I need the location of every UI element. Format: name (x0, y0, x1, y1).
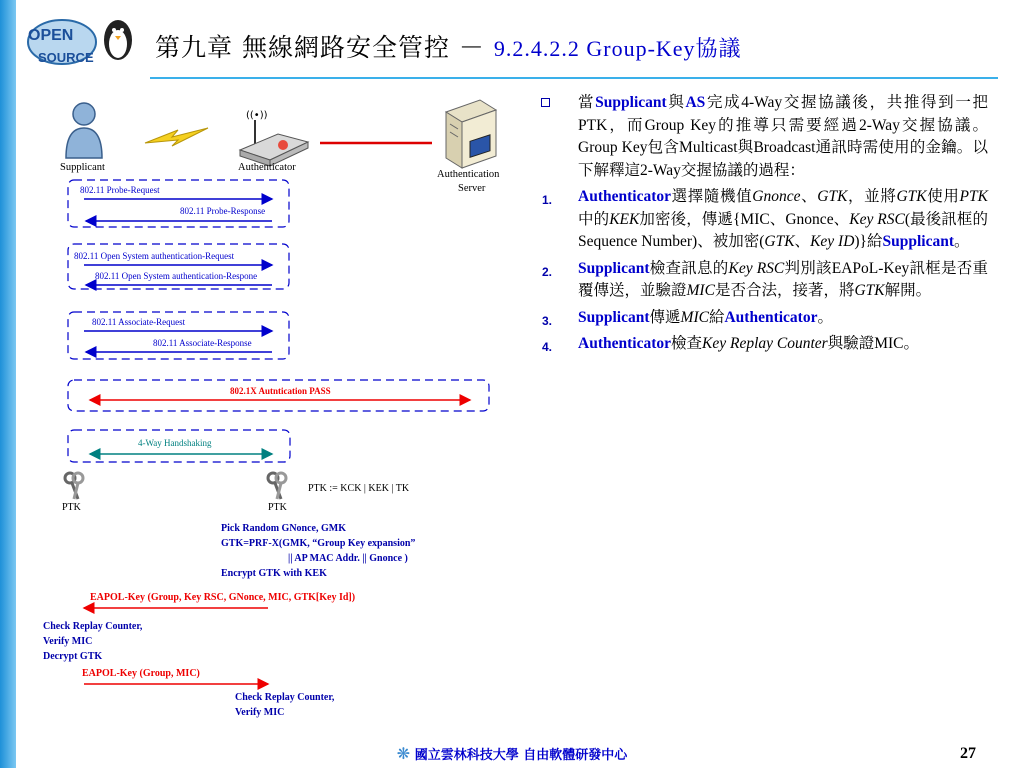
msg-eapol-mic: EAPOL-Key (Group, MIC) (82, 668, 200, 679)
page-number: 27 (960, 745, 976, 762)
ptk-label-supplicant: PTK (62, 502, 81, 513)
step-4: 4. Authenticator檢查Key Replay Counter與驗證MIC。 (542, 335, 920, 354)
supplicant-label: Supplicant (60, 162, 105, 173)
msg-associate-response: 802.11 Associate-Response (153, 338, 252, 348)
authenticator-label: Authenticator (238, 162, 296, 173)
msg-fourway: 4-Way Handshaking (138, 438, 212, 448)
key-icon-supplicant (65, 473, 83, 499)
wireless-link-icon (145, 128, 208, 146)
snowflake-icon: ❋ (396, 744, 411, 763)
auth-final-1: Check Replay Counter, (235, 692, 335, 703)
step-3: 3. Supplicant傳遞MIC給Authenticator。 (542, 308, 833, 328)
intro-paragraph: 當Supplicant與AS完成4-Way交握協議後，共推得到一把PTK，而Group Key的推導只需要經過2-Way交握協議。Group Key包含Multicast與Broadcast通訊時需使用的金鑰。以下解釋這2-Way交握協議的過程： (578, 94, 988, 179)
msg-eapol-group-key: EAPOL-Key (Group, Key RSC, GNonce, MIC, GTK[Key Id]) (90, 592, 356, 603)
auth-server-label-2: Server (458, 183, 486, 194)
msg-probe-response: 802.11 Probe-Response (180, 206, 266, 216)
supp-step-1: Check Replay Counter, (43, 621, 143, 632)
step-1: 1. Authenticator選擇隨機值Gnonce、GTK，並將GTK使用PTK中的KEK加密後，傳遞{MIC、Gnonce、Key RSC(最後訊框的Sequence Number)、被加密(GTK、Key ID)}給Supplicant。 (542, 188, 988, 250)
auth-step-2: GTK=PRF-X(GMK, “Group Key expansion” (221, 538, 416, 549)
auth-step-1: Pick Random GNonce, GMK (221, 523, 346, 534)
msg-dot1x-pass: 802.1X Autntication PASS (230, 386, 331, 396)
msg-probe-request: 802.11 Probe-Request (80, 185, 160, 195)
server-icon (446, 100, 496, 168)
auth-step-4: Encrypt GTK with KEK (221, 568, 327, 579)
msg-associate-request: 802.11 Associate-Request (92, 317, 186, 327)
auth-final-2: Verify MIC (235, 707, 285, 718)
key-icon-authenticator (268, 473, 286, 499)
supp-step-3: Decrypt GTK (43, 651, 103, 662)
supplicant-person-icon (66, 103, 102, 158)
page-title: 第九章 無線網路安全管控 － 9.2.4.2.2 Group-Key協議 (155, 33, 742, 62)
ptk-formula: PTK := KCK | KEK | TK (308, 483, 410, 494)
section-title: 9.2.4.2.2 Group-Key協議 (493, 36, 742, 61)
logo-text-open: OPEN (28, 27, 74, 44)
step-2: 2. Supplicant檢查訊息的Key RSC判別該EAPoL-Key訊框是否重覆傳送，並驗證MIC是否合法，接著，將GTK解開。 (542, 259, 988, 299)
ptk-label-authenticator: PTK (268, 502, 287, 513)
square-bullet-icon (541, 98, 550, 107)
footer-organization: ❋ 國立雲林科技大學 自由軟體研發中心 (396, 744, 628, 763)
explanation-text (542, 92, 988, 360)
auth-server-label-1: Authentication (437, 169, 500, 180)
msg-open-auth-response: 802.11 Open System authentication-Respone (95, 271, 258, 281)
logo-text-source: SOURCE (38, 50, 94, 65)
ap-wave-icon: ((•)) (246, 110, 268, 121)
msg-open-auth-request: 802.11 Open System authentication-Request (74, 251, 235, 261)
supp-step-2: Verify MIC (43, 636, 93, 647)
auth-step-3: || AP MAC Addr. || Gnonce ) (288, 553, 408, 564)
access-point-icon (240, 110, 308, 166)
